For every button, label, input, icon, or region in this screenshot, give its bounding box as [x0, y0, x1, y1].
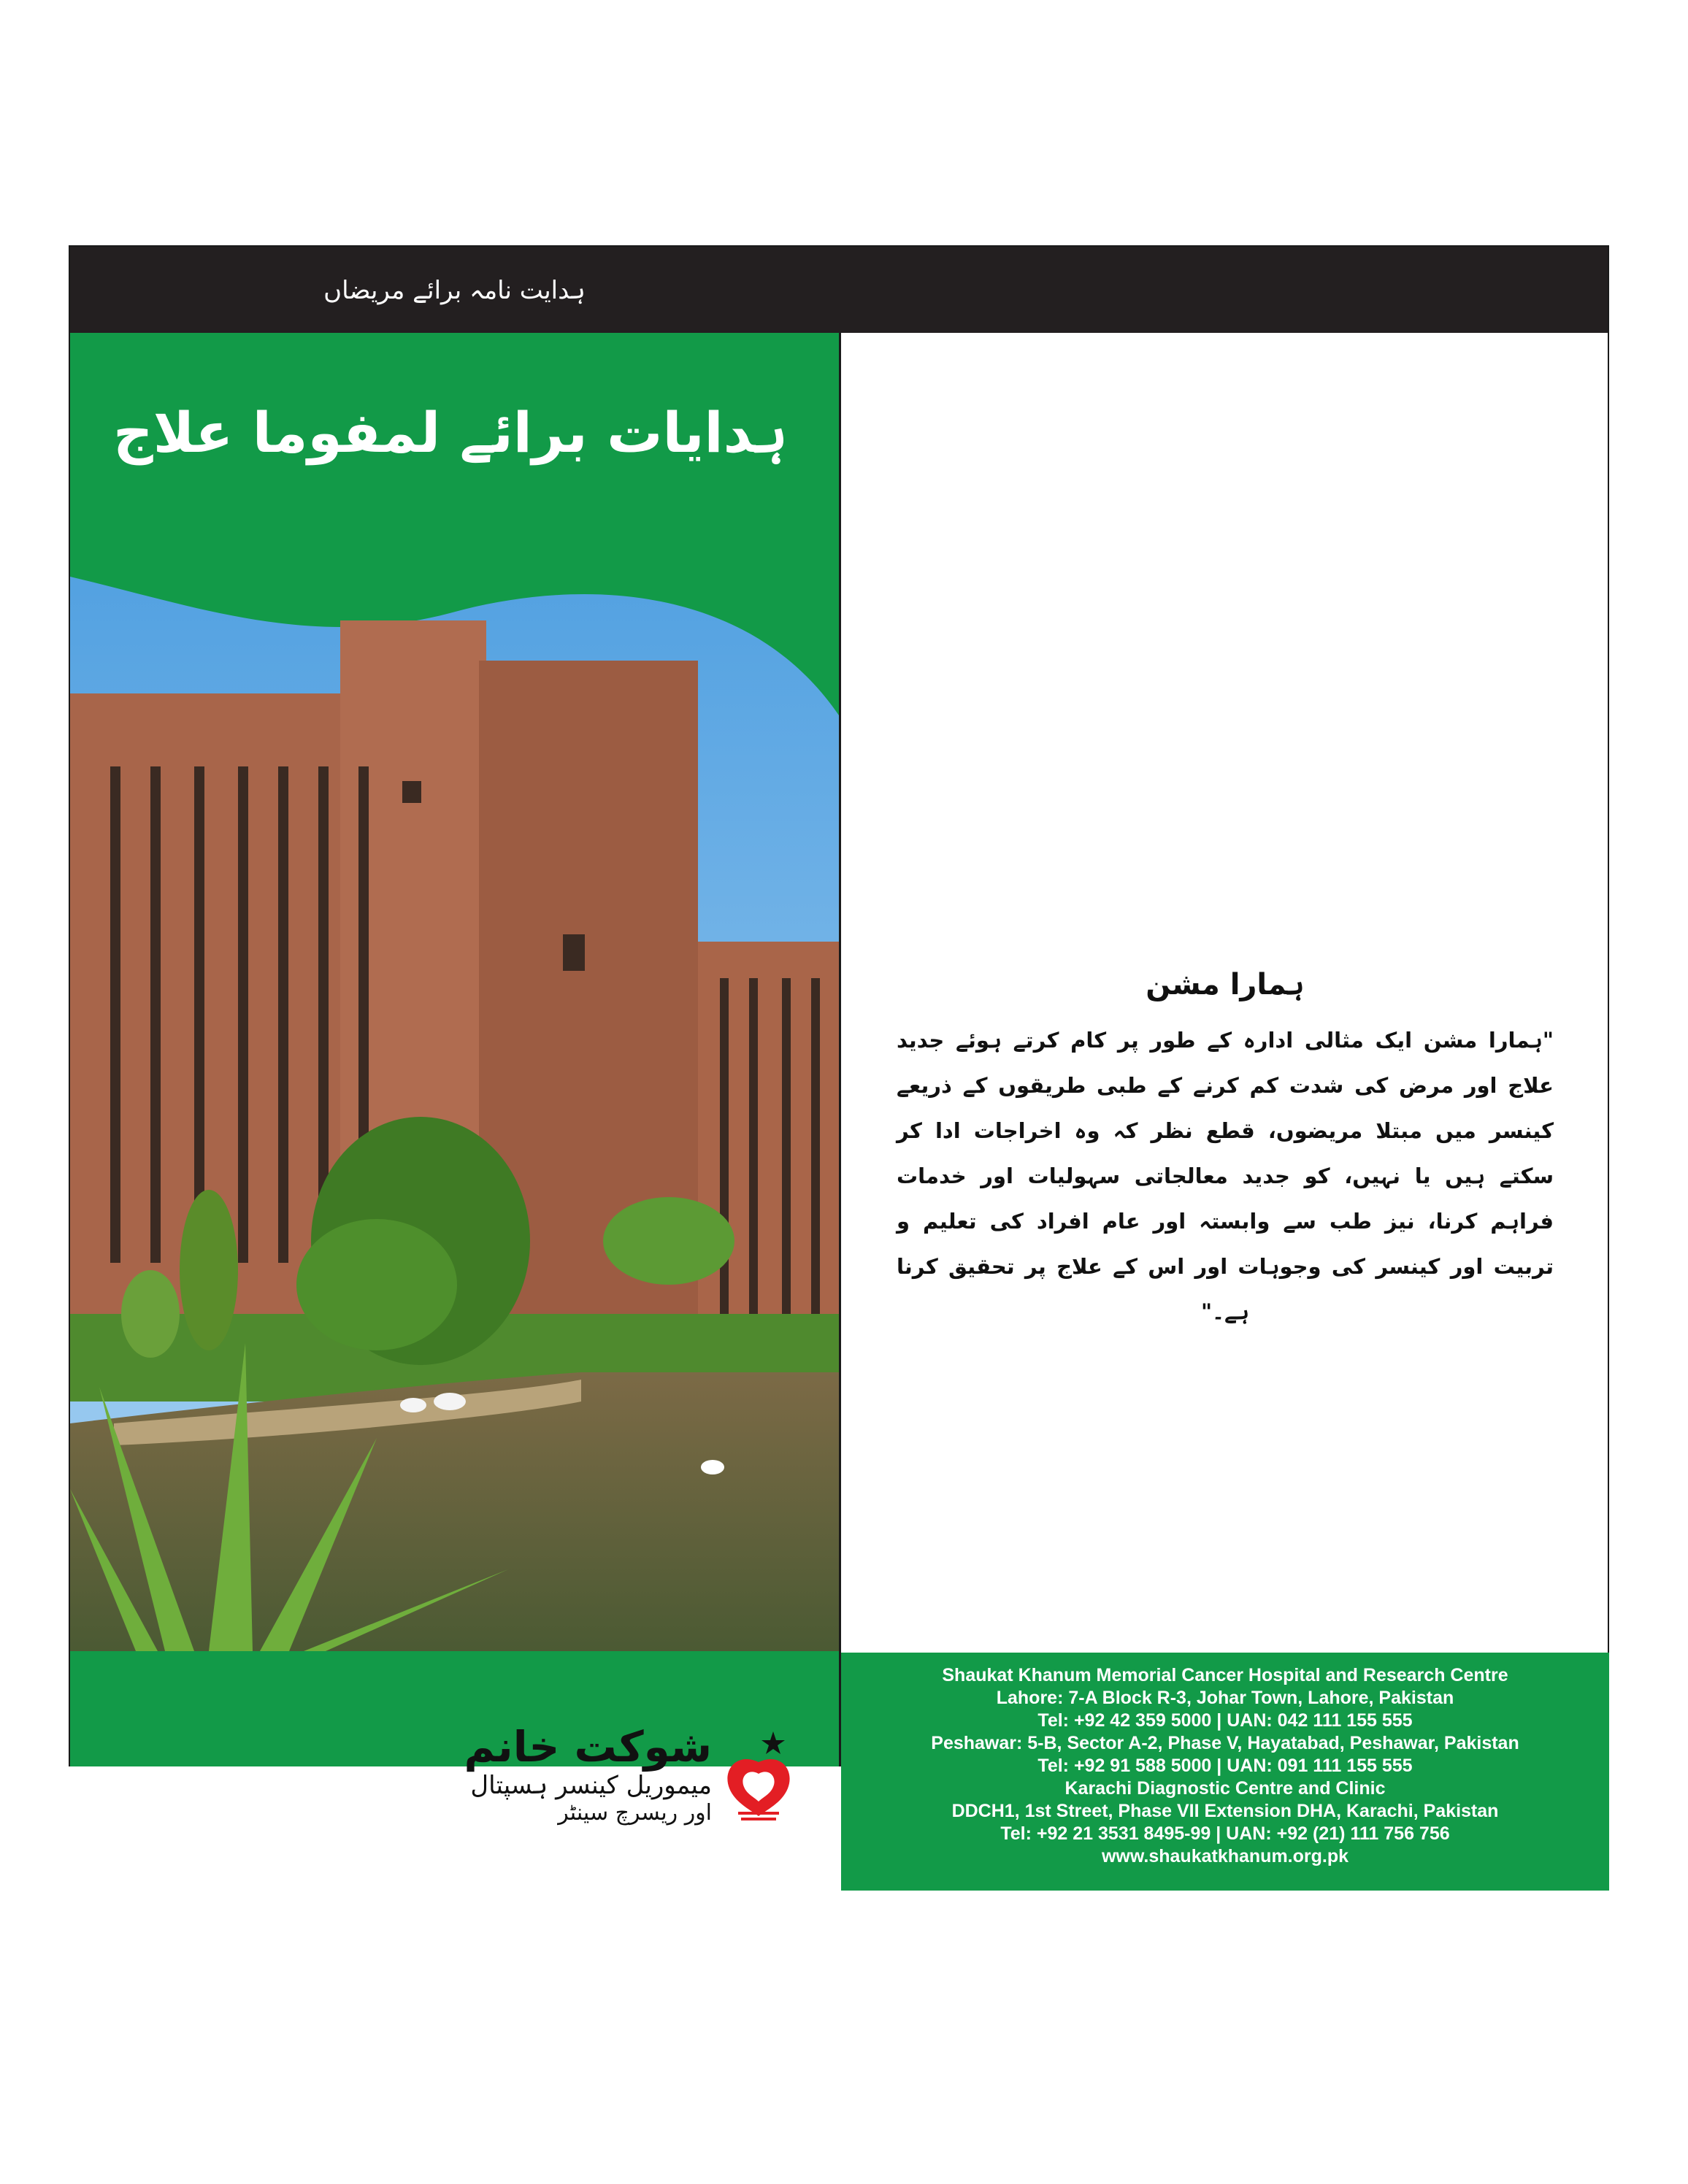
contact-website-link[interactable]: www.shaukatkhanum.org.pk: [1101, 1846, 1349, 1866]
logo-emblem-icon: [722, 1730, 795, 1825]
contact-peshawar-address: Peshawar: 5-B, Sector A-2, Phase V, Hayatabad, Peshawar, Pakistan: [931, 1733, 1519, 1753]
contact-peshawar-phone: Tel: +92 91 588 5000 | UAN: 091 111 155 555: [1037, 1756, 1413, 1776]
contact-karachi-phone: Tel: +92 21 3531 8495-99 | UAN: +92 (21) 111 756 756: [1000, 1823, 1450, 1844]
contact-karachi-name: Karachi Diagnostic Centre and Clinic: [1064, 1778, 1386, 1799]
hospital-logo: [70, 1718, 839, 1842]
contact-hospital-name: Shaukat Khanum Memorial Cancer Hospital and Research Centre: [942, 1665, 1508, 1685]
mission-title: ہمارا مشن: [1146, 968, 1305, 1001]
top-bar: [70, 247, 1608, 333]
header-label: ہدایت نامہ برائے مریضاں: [323, 275, 586, 305]
logo-line-2: میموریل کینسر ہسپتال: [470, 1771, 712, 1800]
logo-wordmark: [464, 1723, 712, 1826]
logo-line-1: شوکت خانم: [464, 1722, 712, 1772]
brochure-spread: [69, 245, 1609, 1866]
mission-panel: [841, 333, 1609, 1866]
hospital-photo: [70, 526, 839, 1651]
logo-band-top-stripe: [70, 1651, 839, 1710]
contact-lahore-address: Lahore: 7-A Block R-3, Johar Town, Lahore, Pakistan: [996, 1688, 1454, 1708]
logo-line-3: اور ریسرچ سینٹر: [558, 1800, 712, 1826]
contact-lahore-phone: Tel: +92 42 359 5000 | UAN: 042 111 155 555: [1037, 1710, 1413, 1731]
cover-title: ہدایات برائے لمفوما علاج: [112, 400, 788, 465]
mission-section: [870, 968, 1580, 1334]
contact-karachi-address: DDCH1, 1st Street, Phase VII Extension DHA, Karachi, Pakistan: [951, 1801, 1499, 1821]
cover-panel: [70, 333, 839, 1826]
contact-block: [841, 1653, 1609, 1891]
mission-text: "ہمارا مشن ایک مثالی ادارہ کے طور پر کام کرتے ہوئے جدید علاج اور مرض کی شدت کم کرنے کے طبی طریقوں کے ذریعے کینسر میں مبتلا مریضوں، قطع نظر کہ وہ اخراجات ادا کر سکتے ہیں یا نہیں، کو جدید معالجاتی سہولیات اور خدمات فراہم کرنا، نیز طب سے وابستہ اور عام افراد کی تعلیم و تربیت اور کینسر کی وجوہات اور اس کے علاج پر تحقیق کرنا ہے۔": [897, 1028, 1554, 1324]
